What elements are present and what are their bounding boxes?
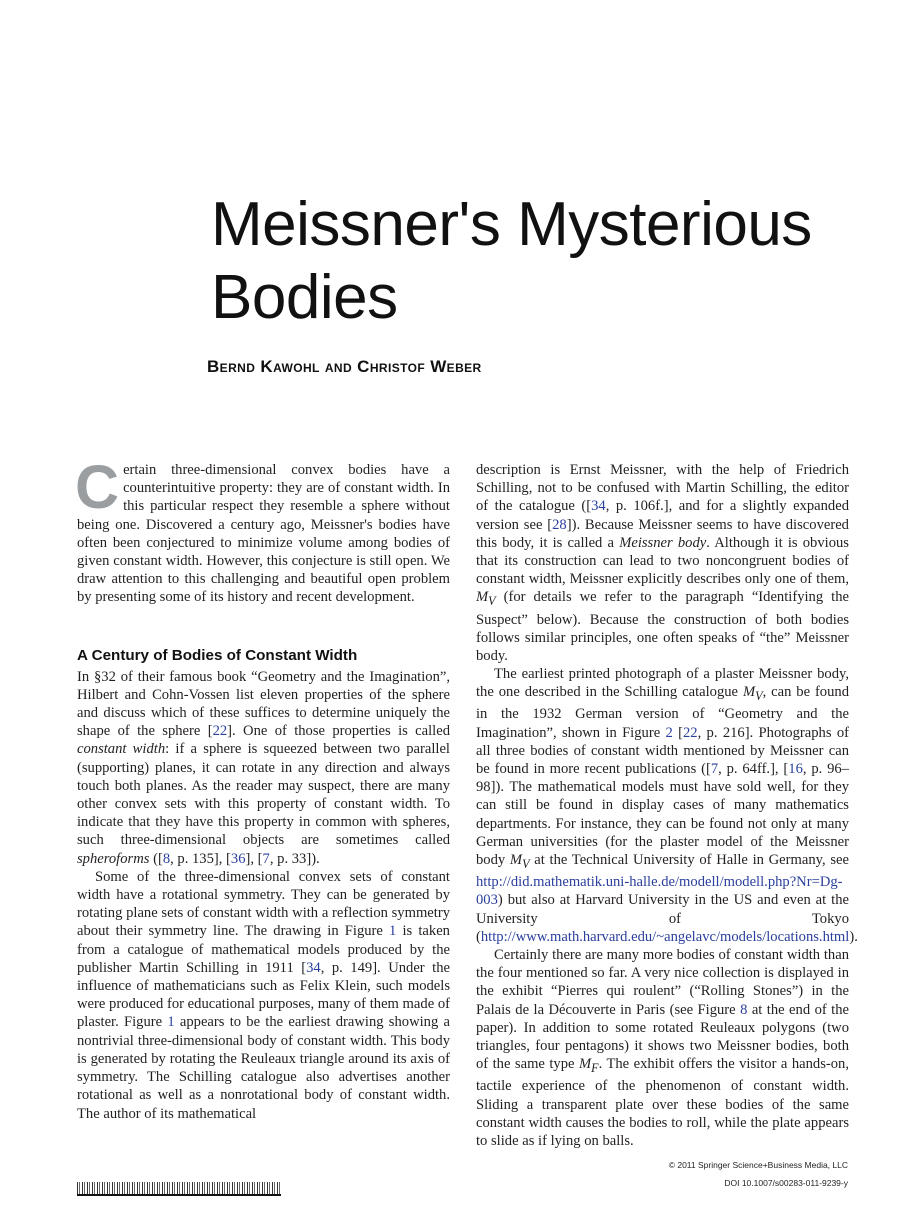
math-symbol: M [578, 1056, 592, 1073]
citation-link[interactable]: 7 [710, 761, 719, 778]
text-run: , p. 64ff.], [ [718, 761, 789, 778]
text-run: ) but also at Harvard University in the US and even at the University of Tokyo ( [476, 892, 849, 945]
section-heading: A Century of Bodies of Constant Width [77, 646, 358, 664]
text-run: [ [672, 724, 683, 741]
decorative-strip [77, 1182, 281, 1196]
paragraph [77, 668, 450, 868]
math-symbol: M [509, 852, 523, 869]
text-run: at the end of the paper). In addition to some rotated Reuleaux polygons (two triangles, four pentagons) it shows two Meissner bodies, both of the same type [476, 1001, 849, 1073]
url-link[interactable]: http://www.math.harvard.edu/~angelavc/models/locations.html [480, 928, 850, 945]
citation-link[interactable]: 36 [230, 850, 246, 867]
paragraph [77, 868, 450, 1123]
text-run: ]. One of those properties is called [227, 723, 450, 740]
math-subscript [488, 594, 495, 608]
math-subscript [591, 1061, 598, 1075]
abstract [75, 453, 450, 607]
text-run: (for details we refer to the paragraph “Identifying the Suspect” below). Because the construction of both bodies follows similar principles, one often speaks of “the” Meissner body. [476, 589, 849, 664]
citation-link[interactable]: 7 [262, 850, 270, 867]
text-run: , p. 216]. Photographs of all three bodies of constant width mentioned by Meissner can be found in more recent publications ([ [476, 724, 849, 778]
text-run: , can be found in the 1932 German version of “Geometry and the Imagination”, shown in Figure [476, 684, 849, 741]
citation-link[interactable]: 28 [552, 516, 567, 533]
paragraph [476, 946, 849, 1150]
text-run: : if a sphere is squeezed between two parallel (supporting) planes, it can rotate in any direction and always touch both planes. As the reader may suspect, there are many other convex sets with this property of constant width. To indicate that they have this property in common with spheres, such three-dimensional objects are sometimes called [77, 741, 450, 849]
copyright-notice: © 2011 Springer Science+Business Media, LLC [668, 1160, 848, 1170]
math-subscript-text: V [522, 856, 530, 871]
text-run: . Although it is obvious that its construction can lead to two noncongruent bodies of constant width, Meissner explicitly describes only one of them, [476, 534, 849, 588]
text-run: , p. 135], [ [170, 850, 231, 867]
text-run: Some of the three-dimensional convex sets of constant width have a rotational symmetry. They can be generated by rotating plane sets of constant width with a reflection symmetry about their symmetry line. The drawing in Figure [77, 868, 450, 940]
text-run: is taken from a catalogue of mathematical models produced by the publisher Martin Schilling in 1911 [ [77, 923, 450, 976]
paragraph [476, 665, 858, 946]
math-subscript-text: V [755, 689, 763, 704]
text-run: , p. 106f.], and for a slightly expanded version see [ [476, 498, 850, 533]
text-run: , p. 33]). [269, 850, 320, 867]
figure-link[interactable]: 1 [389, 923, 397, 940]
citation-link[interactable]: 34 [306, 959, 321, 976]
emphasis: spheroforms [77, 850, 150, 867]
text-run: appears to be the earliest drawing showing a nontrivial three-dimensional body of constant width. This body is generated by rotating the Reuleaux triangle around its axis of symmetry. The Schilling catalogue also advertises another rotational as well as a nonrotational body of constant width. The author of its mathematical [77, 1014, 450, 1122]
abstract-text: ertain three-dimensional convex bodies have a counterintuitive property: they are of constant width. In this particular respect they resemble a sphere without being one. Discovered a century ago, Meissner's bodies have often been conjectured to minimize volume among bodies of given constant width. However, this conjecture is still open. We draw attention to this challenging and beautiful open problem by presenting some of its history and recent development. [77, 462, 450, 606]
emphasis: Meissner body [619, 534, 707, 551]
emphasis: constant width [77, 741, 166, 758]
citation-link[interactable]: 34 [591, 498, 606, 515]
text-run: . The exhibit offers the visitor a hands-on, tactile experience of the phenomenon of constant width. Sliding a transparent plate over these bodies of the same constant width causes the bodies to roll, while the plate appears to slide as if lying on balls. [476, 1056, 849, 1149]
math-subscript-text: V [488, 594, 496, 609]
doi-line: DOI 10.1007/s00283-011-9239-y [724, 1178, 848, 1188]
figure-link[interactable]: 2 [665, 724, 673, 741]
citation-link[interactable]: 16 [788, 761, 803, 778]
math-subscript [755, 689, 762, 703]
text-run: , p. 149]. Under the influence of mathematicians such as Felix Klein, such models were produced for educational purposes, many of them made of plaster. Figure [77, 959, 450, 1031]
text-run: ]). Because Meissner seems to have discovered this body, it is called a [476, 516, 849, 551]
citation-link[interactable]: 22 [212, 723, 228, 740]
url-link[interactable]: http://did.mathematik.uni-halle.de/modell/modell.php?Nr=Dg-003 [476, 874, 843, 909]
text-run: at the Technical University of Halle in Germany, see [529, 852, 850, 869]
text-run: description is Ernst Meissner, with the help of Friedrich Schilling, not to be confused with Martin Schilling, the editor of the catalogue ([ [476, 462, 849, 515]
text-run: ([ [149, 850, 163, 867]
text-run: The earliest printed photograph of a plaster Meissner body, the one described in the Schilling catalogue [476, 666, 849, 701]
citation-link[interactable]: 22 [682, 724, 698, 741]
citation-link[interactable]: 8 [162, 850, 171, 867]
paragraph [476, 461, 849, 665]
drop-cap: C [75, 453, 120, 521]
figure-link[interactable]: 1 [167, 1014, 175, 1031]
math-subscript-text: F [591, 1061, 599, 1076]
right-column [476, 461, 858, 1150]
article-authors: Bernd Kawohl and Christof Weber [207, 357, 482, 376]
text-run: ). [849, 928, 858, 945]
math-symbol: M [476, 589, 489, 606]
text-run: Certainly there are many more bodies of constant width than the four mentioned so far. A very nice collection is displayed in the exhibit “Pierres qui roulent” (“Rolling Stones”) in the Palais de la Découverte in Paris (see Figure [476, 947, 849, 1018]
text-run: In §32 of their famous book “Geometry and the Imagination”, Hilbert and Cohn-Vossen list eleven properties of the sphere and discuss which of these suffices to determine uniquely the shape of the sphere [ [77, 668, 450, 740]
left-column [75, 453, 450, 1123]
text-run: , p. 96–98]). The mathematical models must have sold well, for they can still be found in display cases of many mathematics departments. For instance, they can be found not only at many German universities (for the plaster model of the Meissner body [476, 761, 850, 869]
math-symbol: M [742, 684, 756, 701]
text-run: ], [ [245, 850, 263, 867]
math-subscript [522, 857, 529, 871]
article-title: Meissner's Mysterious Bodies [211, 190, 812, 332]
figure-link[interactable]: 8 [740, 1001, 748, 1018]
